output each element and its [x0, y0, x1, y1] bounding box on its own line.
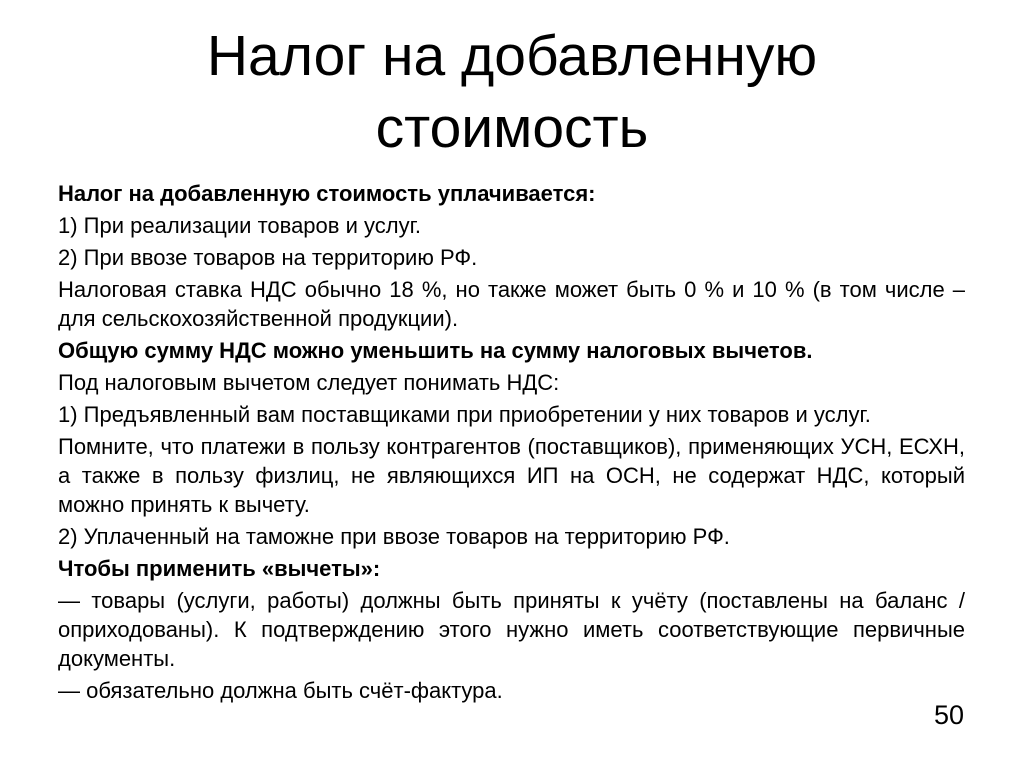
paragraph-item-2-import: 2) При ввозе товаров на территорию РФ. [58, 245, 478, 270]
paragraph-apply-deductions-heading: Чтобы применить «вычеты»: [58, 556, 381, 581]
slide-body [58, 179, 965, 705]
paragraph-vat-paid-heading: Налог на добавленную стоимость уплачивается: [58, 181, 596, 206]
paragraph-tax-rate: Налоговая ставка НДС обычно 18 %, но также может быть 0 % и 10 % (в том числе – для сельскохозяйственной продукции). [58, 277, 965, 331]
paragraph-deductions-heading: Общую сумму НДС можно уменьшить на сумму налоговых вычетов. [58, 338, 813, 363]
slide-title-line-1: Налог на добавленную [206, 24, 818, 88]
paragraph-requirement-accounting: — товары (услуги, работы) должны быть приняты к учёту (поставлены на баланс / оприходованы). К подтверждению этого нужно иметь соответствующие первичные документы. [58, 588, 965, 671]
paragraph-usn-note: Помните, что платежи в пользу контрагентов (поставщиков), применяющих УСН, ЕСХН, а также в пользу физлиц, не являющихся ИП на ОСН, не содержат НДС, который можно принять к вычету. [58, 434, 965, 517]
slide-title [0, 0, 1024, 164]
paragraph-requirement-invoice: — обязательно должна быть счёт-фактура. [58, 678, 503, 703]
paragraph-item-1-sales: 1) При реализации товаров и услуг. [58, 213, 422, 238]
paragraph-deduction-definition: Под налоговым вычетом следует понимать НДС: [58, 370, 560, 395]
slide-title-line-2: стоимость [375, 96, 649, 160]
paragraph-deduction-item-2: 2) Уплаченный на таможне при ввозе товаров на территорию РФ. [58, 524, 730, 549]
paragraph-deduction-item-1: 1) Предъявленный вам поставщиками при приобретении у них товаров и услуг. [58, 402, 871, 427]
page-number: 50 [933, 700, 964, 730]
